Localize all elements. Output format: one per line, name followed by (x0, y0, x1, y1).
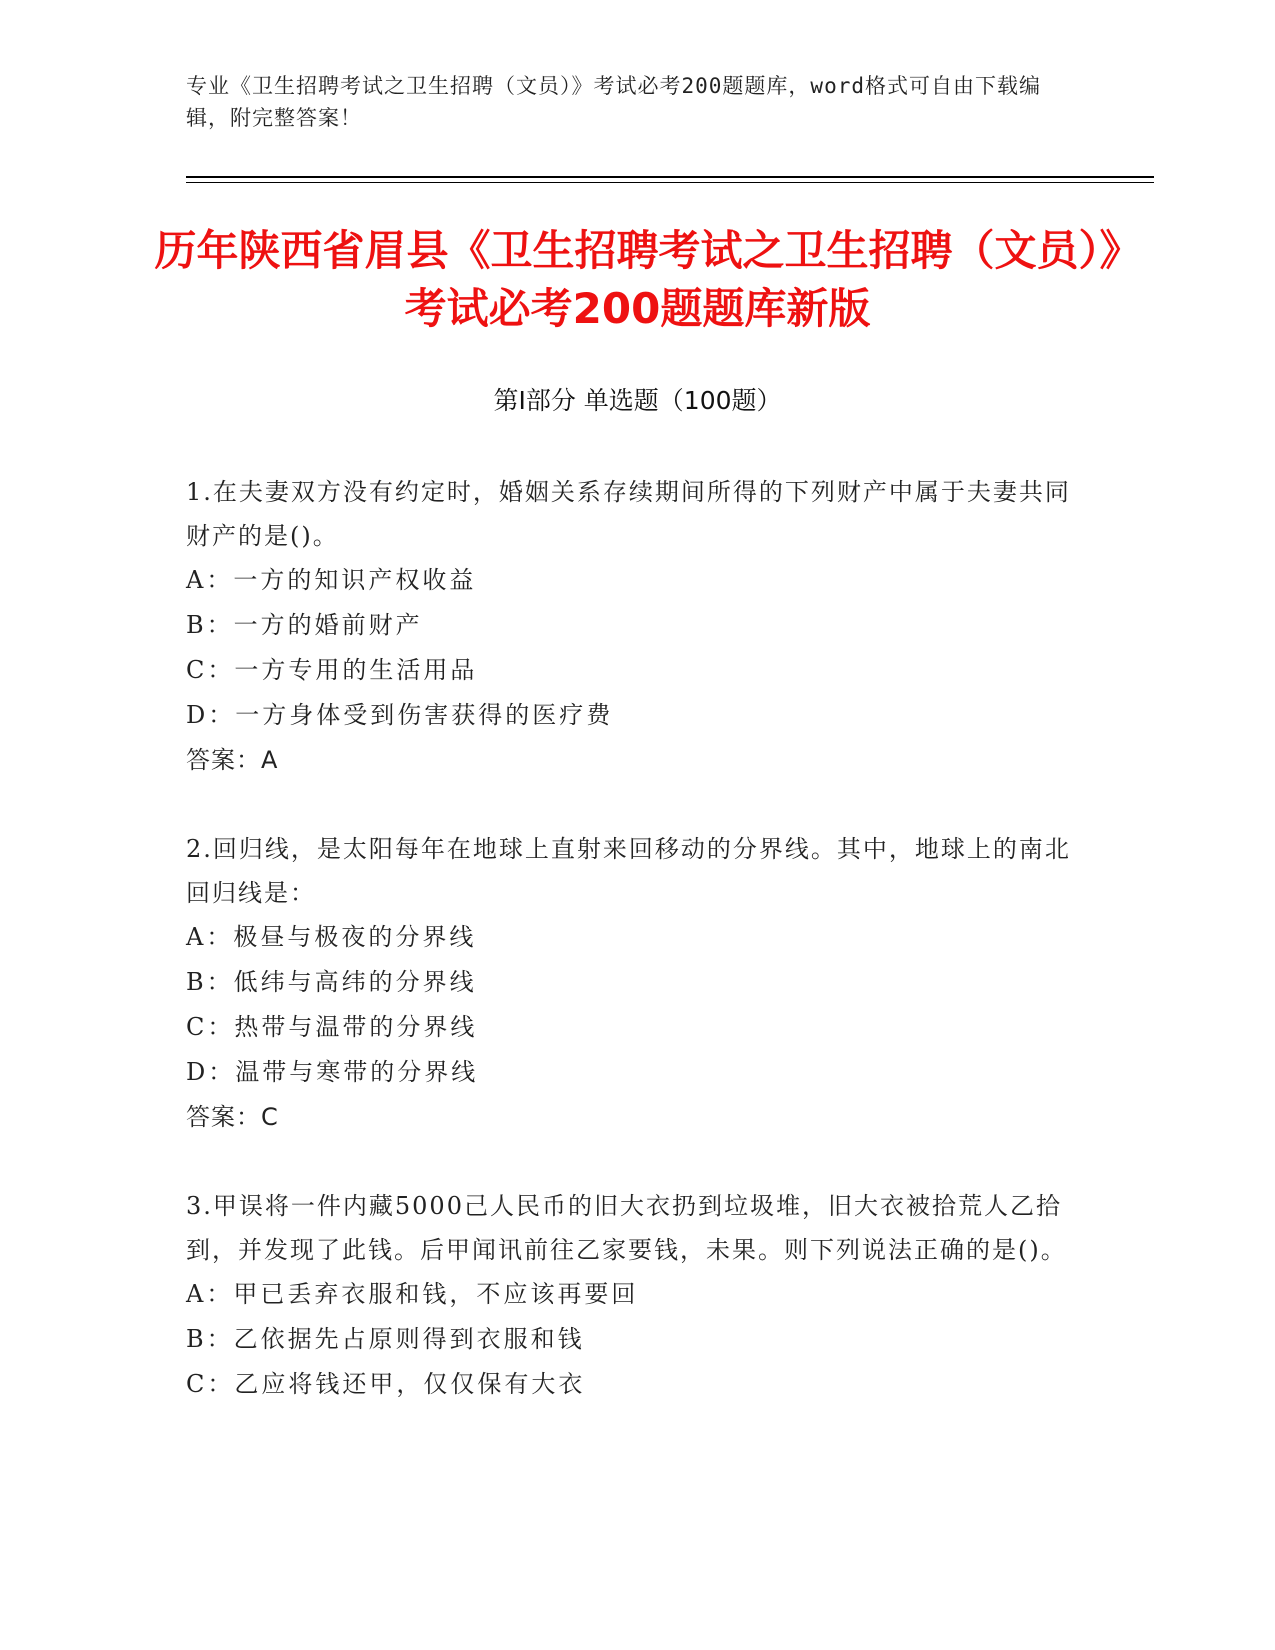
header-note: 专业《卫生招聘考试之卫生招聘（文员）》考试必考200题题库，word格式可自由下载编辑，附完整答案！ (186, 74, 1041, 130)
option-b: B：低纬与高纬的分界线 (186, 968, 477, 996)
option-d: D：温带与寒带的分界线 (186, 1058, 479, 1086)
question-stem: 3.甲误将一件内藏5000己人民币的旧大衣扔到垃圾堆，旧大衣被拾荒人乙拾到，并发现了此钱。后甲闻讯前往乙家要钱，未果。则下列说法正确的是()。 (186, 1192, 1067, 1264)
option-a: A：极昼与极夜的分界线 (186, 923, 477, 951)
document-title: 历年陕西省眉县《卫生招聘考试之卫生招聘（文员）》考试必考200题题库新版 (154, 226, 1121, 333)
question-stem: 1.在夫妻双方没有约定时，婚姻关系存续期间所得的下列财产中属于夫妻共同财产的是()。 (186, 478, 1071, 550)
question-stem: 2.回归线，是太阳每年在地球上直射来回移动的分界线。其中，地球上的南北回归线是： (186, 835, 1071, 907)
option-b: B：乙依据先占原则得到衣服和钱 (186, 1325, 585, 1353)
option-c: C：一方专用的生活用品 (186, 656, 478, 684)
question-list (186, 470, 1086, 1451)
answer-line: 答案：A (186, 746, 279, 774)
question-item (186, 470, 1086, 783)
answer-line: 答案：C (186, 1103, 279, 1131)
header-rule-thin (186, 182, 1154, 183)
option-a: A：甲已丢弃衣服和钱，不应该再要回 (186, 1280, 639, 1308)
section-title: 第I部分 单选题（100题） (493, 386, 782, 415)
option-d: D：一方身体受到伤害获得的医疗费 (186, 701, 614, 729)
question-item (186, 1184, 1086, 1407)
option-b: B：一方的婚前财产 (186, 611, 423, 639)
question-item (186, 827, 1086, 1140)
option-a: A：一方的知识产权收益 (186, 566, 477, 594)
header-rule-thick (186, 176, 1154, 178)
option-c: C：乙应将钱还甲，仅仅保有大衣 (186, 1370, 586, 1398)
option-c: C：热带与温带的分界线 (186, 1013, 478, 1041)
